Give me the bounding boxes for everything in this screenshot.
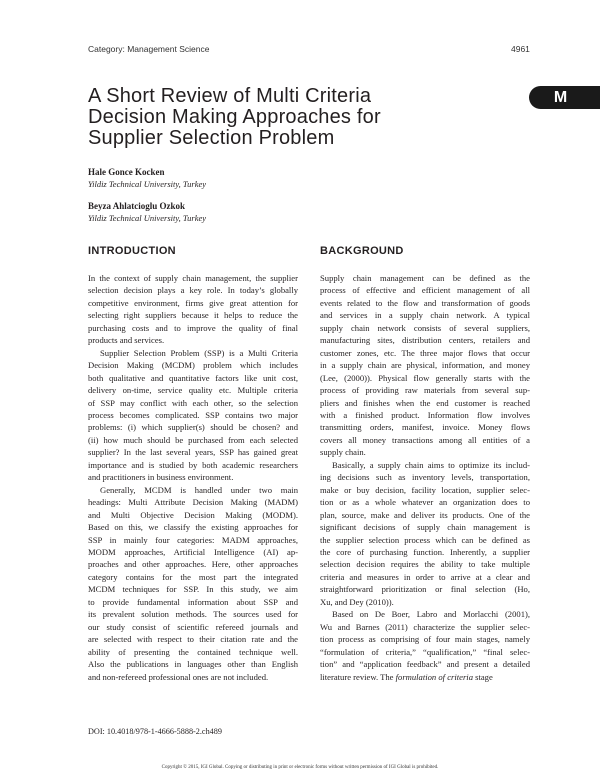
section-heading-introduction: INTRODUCTION bbox=[88, 245, 176, 257]
text-line: to provide fundamental information about SSP and bbox=[88, 596, 298, 607]
text-line: category contains for the most part the integrated bbox=[88, 571, 298, 582]
text-line: customer zones, etc. The three major flows that occur bbox=[320, 347, 530, 358]
paper-title bbox=[88, 86, 508, 149]
title-line: Supplier Selection Problem bbox=[88, 127, 335, 149]
text-line: delivery on-time, service quality etc. Multiple criteria bbox=[88, 385, 298, 396]
text-line: and practitioners in business environment. bbox=[88, 472, 234, 483]
text-run: stage bbox=[472, 671, 493, 682]
text-line: problems: (i) which supplier(s) should be chosen? and bbox=[88, 422, 298, 433]
section-tab-letter: M bbox=[553, 88, 568, 106]
text-line: tion or as a whole whatever an organization does to bbox=[320, 497, 530, 508]
text-line: proaches and other approaches. Here, other approaches bbox=[88, 559, 298, 570]
text-line: supply chain. bbox=[320, 447, 366, 458]
text-line: of SSP may conflict with each other, so the selection bbox=[88, 397, 298, 408]
text-line: process of providing raw materials from several sup- bbox=[320, 385, 530, 396]
text-line: and non-refereed professional ones are not included. bbox=[88, 671, 269, 682]
text-line: Basically, a supply chain aims to optimize its includ- bbox=[332, 459, 530, 470]
text-line: process becomes complicated. SSP contains two major bbox=[88, 409, 298, 420]
text-line: purchasing costs and to improve the quality of final bbox=[88, 322, 298, 333]
author-affiliation: Yildiz Technical University, Turkey bbox=[88, 213, 207, 223]
text-line: the core of purchasing function. Inherently, a supplier bbox=[320, 546, 530, 557]
text-line: competitive environment, firms give great attention for bbox=[88, 297, 298, 308]
text-line: events related to the flow and transformation of goods bbox=[320, 297, 530, 308]
author-name: Beyza Ahlatcioglu Ozkok bbox=[88, 201, 186, 211]
text-line: Wu and Barnes (2011) characterize the supplier selec- bbox=[320, 621, 530, 632]
text-line: selection decision requires the ability to take multiple bbox=[320, 559, 530, 570]
text-line: and Multi Objective Decision Making (MODM). bbox=[88, 509, 298, 520]
text-line: selection decision plays a key role. In today’s globally bbox=[88, 285, 298, 296]
text-line: pliers and finishes when the end customer is reached bbox=[320, 397, 530, 408]
text-line: tion process as comprising of four main stages, namely bbox=[320, 634, 530, 645]
text-line: In the context of supply chain management, the supplier bbox=[88, 273, 298, 283]
text-line bbox=[320, 671, 530, 683]
text-line: ability of presenting the contained technique well. bbox=[88, 646, 298, 657]
text-line: make or buy decision, facility location, supplier selec- bbox=[320, 484, 530, 495]
text-line: our study consist of scientific refereed journals and bbox=[88, 621, 298, 632]
text-line: significant decisions of supply chain management is bbox=[320, 522, 530, 533]
section-tab bbox=[529, 86, 600, 109]
title-line: A Short Review of Multi Criteria bbox=[88, 85, 372, 107]
author-name: Hale Gonce Kocken bbox=[88, 167, 165, 177]
text-line: supply chain network consists of several suppliers, bbox=[320, 322, 530, 333]
text-line: selecting right suppliers because it helps to reduce the bbox=[88, 310, 298, 321]
text-line: in a supply chain are physical, information, and money bbox=[320, 360, 530, 371]
text-line: tion” and “application feedback” and present a detailed bbox=[320, 659, 530, 670]
text-line: are selected with respect to their citation rate and the bbox=[88, 634, 298, 645]
text-line: ing decisions such as inventory levels, transportation, bbox=[320, 472, 530, 483]
text-line: Decision Making (MCDM) problem which includes bbox=[88, 360, 298, 371]
text-line: and services in a supply chain network. A typical bbox=[320, 310, 530, 321]
text-line: headings: Multi Attribute Decision Making (MADM) bbox=[88, 497, 298, 508]
running-header-category: Category: Management Science bbox=[88, 44, 210, 54]
text-line: MCDM techniques for SSP. In this study, we aim bbox=[88, 584, 298, 595]
text-line: Xu, and Dey (2010)). bbox=[320, 596, 394, 607]
italic-term: formulation of criteria bbox=[395, 671, 473, 682]
author-affiliation: Yildiz Technical University, Turkey bbox=[88, 179, 207, 189]
section-heading-background: BACKGROUND bbox=[320, 245, 404, 257]
text-line: Generally, MCDM is handled under two main bbox=[100, 484, 298, 495]
text-line: straightforward prioritization or final selection (Ho, bbox=[320, 584, 530, 595]
text-line: Supplier Selection Problem (SSP) is a Multi Criteria bbox=[100, 347, 298, 358]
doi: DOI: 10.4018/978-1-4666-5888-2.ch489 bbox=[88, 727, 222, 736]
text-line: Based on this, we classify the existing approaches for bbox=[88, 522, 298, 533]
text-line: with a finished product. Information flow involves bbox=[320, 409, 530, 420]
text-line: supplier? In the last several years, SSP has gained great bbox=[88, 447, 298, 458]
text-line: the supplier selection process which can be defined as bbox=[320, 534, 530, 545]
text-line: SSP in mainly four categories: MADM approaches, bbox=[88, 534, 298, 545]
text-line: (ii) how much should be purchased from each selected bbox=[88, 434, 298, 445]
text-line: covers all money transactions among all entities of a bbox=[320, 434, 530, 445]
text-line: Based on De Boer, Labro and Morlacchi (2001), bbox=[332, 609, 530, 620]
text-line: process of effective and efficient management of all bbox=[320, 285, 530, 296]
text-line: MODM approaches, Artificial Intelligence (AI) ap- bbox=[88, 546, 298, 557]
text-line: its prevalent solution methods. The sources used for bbox=[88, 609, 298, 620]
copyright-notice: Copyright © 2015, IGI Global. Copying or distributing in print or electronic forms without written permission of IGI Global is prohibited. bbox=[161, 765, 439, 770]
text-line: “formulation of criteria,” “qualification,” “final selec- bbox=[320, 646, 530, 657]
text-line: Also the publications in languages other than English bbox=[88, 659, 298, 670]
text-line: plan, source, make and deliver its products. One of the bbox=[320, 509, 530, 520]
page-number: 4961 bbox=[511, 44, 530, 54]
background-body bbox=[320, 272, 530, 683]
text-line: products and services. bbox=[88, 335, 165, 346]
text-line: transmitting orders, manifest, invoice. Money flows bbox=[320, 422, 530, 433]
introduction-body bbox=[88, 272, 298, 683]
text-line: (Lee, (2000)). Physical flow generally starts with the bbox=[320, 372, 530, 383]
text-line: criteria and measures in order to arrive at a clear and bbox=[320, 571, 530, 582]
text-run: literature review. The bbox=[320, 671, 396, 682]
text-line: importance and is studied by both academic researchers bbox=[88, 459, 298, 470]
title-line: Decision Making Approaches for bbox=[88, 106, 381, 128]
text-line: manufacturing sites, distribution centers, retailers and bbox=[320, 335, 530, 346]
text-line: Supply chain management can be defined as the bbox=[320, 273, 530, 283]
text-line: both qualitative and quantitative factors like unit cost, bbox=[88, 372, 298, 383]
